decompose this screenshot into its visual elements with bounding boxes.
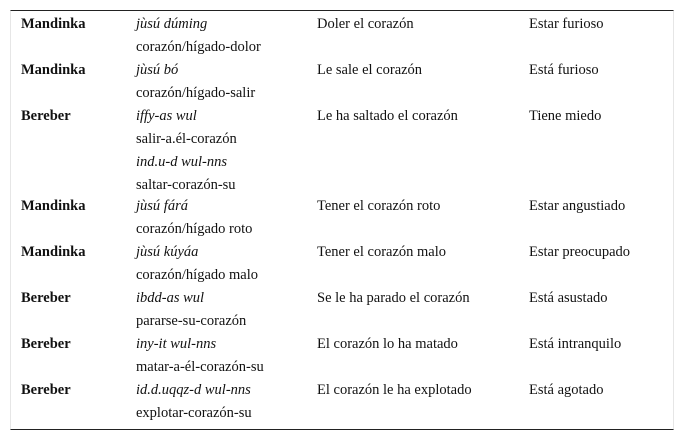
expression-cell bbox=[136, 105, 237, 197]
literal-cell: Le sale el corazón bbox=[317, 62, 423, 78]
meaning-cell: Estar preocupado bbox=[529, 244, 631, 260]
literal-cell: Tener el corazón roto bbox=[317, 198, 441, 214]
expression-text: jùsú kúyáa bbox=[136, 244, 199, 260]
expression-gloss: saltar-corazón-su bbox=[136, 177, 236, 193]
expression-cell bbox=[136, 379, 252, 425]
expression-cell bbox=[136, 13, 261, 59]
language-cell: Mandinka bbox=[21, 16, 86, 32]
expressions-table bbox=[10, 10, 674, 430]
meaning-cell: Está asustado bbox=[529, 290, 608, 306]
expression-gloss: salir-a.él-corazón bbox=[136, 131, 237, 147]
literal-cell: El corazón lo ha matado bbox=[317, 336, 458, 352]
expression-gloss: pararse-su-corazón bbox=[136, 313, 247, 329]
expression-cell bbox=[136, 195, 252, 241]
literal-cell: Doler el corazón bbox=[317, 16, 414, 32]
expression-cell bbox=[136, 59, 255, 105]
expression-gloss: corazón/hígado malo bbox=[136, 267, 258, 283]
meaning-cell: Está furioso bbox=[529, 62, 599, 78]
language-cell: Bereber bbox=[21, 336, 71, 352]
meaning-cell: Está agotado bbox=[529, 382, 604, 398]
expression-cell bbox=[136, 287, 246, 333]
expression-text: jùsú dúming bbox=[136, 16, 208, 32]
language-cell: Mandinka bbox=[21, 198, 86, 214]
expression-gloss: explotar-corazón-su bbox=[136, 405, 252, 421]
language-cell: Bereber bbox=[21, 290, 71, 306]
expression-text: id.d.uqqz-d wul-nns bbox=[136, 382, 251, 398]
expression-text: ind.u-d wul-nns bbox=[136, 154, 228, 170]
language-cell: Bereber bbox=[21, 108, 71, 124]
expression-gloss: corazón/hígado-dolor bbox=[136, 39, 261, 55]
expression-cell bbox=[136, 241, 258, 287]
literal-cell: Le ha saltado el corazón bbox=[317, 108, 458, 124]
language-cell: Mandinka bbox=[21, 244, 86, 260]
expression-text: iny-it wul-nns bbox=[136, 336, 217, 352]
meaning-cell: Estar angustiado bbox=[529, 198, 626, 214]
expression-text: jùsú fárá bbox=[136, 198, 188, 214]
expression-gloss: corazón/hígado-salir bbox=[136, 85, 256, 101]
expression-cell bbox=[136, 333, 264, 379]
literal-cell: Se le ha parado el corazón bbox=[317, 290, 470, 306]
literal-cell: El corazón le ha explotado bbox=[317, 382, 472, 398]
expression-gloss: corazón/hígado roto bbox=[136, 221, 253, 237]
expression-text: jùsú bó bbox=[136, 62, 179, 78]
language-cell: Mandinka bbox=[21, 62, 86, 78]
expression-text: iffy-as wul bbox=[136, 108, 197, 124]
language-cell: Bereber bbox=[21, 382, 71, 398]
literal-cell: Tener el corazón malo bbox=[317, 244, 447, 260]
expression-gloss: matar-a-él-corazón-su bbox=[136, 359, 264, 375]
meaning-cell: Tiene miedo bbox=[529, 108, 602, 124]
expression-text: ibdd-as wul bbox=[136, 290, 205, 306]
meaning-cell: Está intranquilo bbox=[529, 336, 622, 352]
meaning-cell: Estar furioso bbox=[529, 16, 604, 32]
